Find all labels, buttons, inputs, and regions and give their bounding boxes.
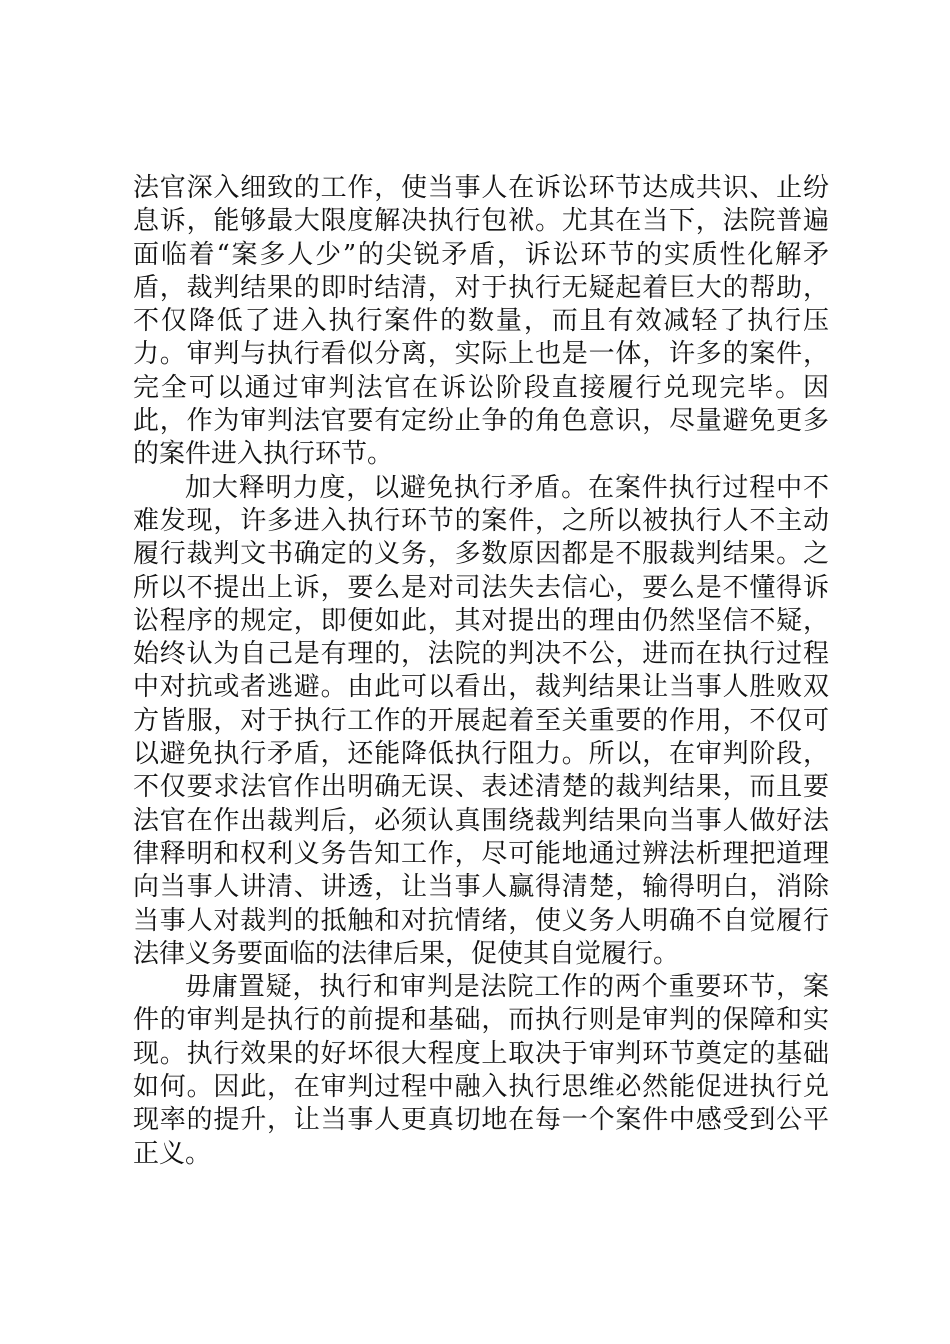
paragraph-continuation: 法官深入细致的工作，使当事人在诉讼环节达成共识、止纷息诉，能够最大限度解决执行包袱。尤其在当下，法院普遍面临着“案多人少”的尖锐矛盾，诉讼环节的实质性化解矛盾，裁判结果的即时结清，对于执行无疑起着巨大的帮助，不仅降低了进入执行案件的数量，而且有效减轻了执行压力。审判与执行看似分离，实际上也是一体，许多的案件，完全可以通过审判法官在诉讼阶段直接履行兑现完毕。因此，作为审判法官要有定纷止争的角色意识，尽量避免更多的案件进入执行环节。: [133, 173, 829, 470]
paragraph-clarification: 加大释明力度，以避免执行矛盾。在案件执行过程中不难发现，许多进入执行环节的案件，之所以被执行人不主动履行裁判文书确定的义务，多数原因都是不服裁判结果。之所以不提出上诉，要么是对司法失去信心，要么是不懂得诉讼程序的规定，即便如此，其对提出的理由仍然坚信不疑，始终认为自己是有理的，法院的判决不公，进而在执行过程中对抗或者逃避。由此可以看出，裁判结果让当事人胜败双方皆服，对于执行工作的开展起着至关重要的作用，不仅可以避免执行矛盾，还能降低执行阻力。所以，在审判阶段，不仅要求法官作出明确无误、表述清楚的裁判结果，而且要法官在作出裁判后，必须认真围绕裁判结果向当事人做好法律释明和权利义务告知工作，尽可能地通过辨法析理把道理向当事人讲清、讲透，让当事人赢得清楚，输得明白，消除当事人对裁判的抵触和对抗情绪，使义务人明确不自觉履行法律义务要面临的法律后果，促使其自觉履行。: [133, 472, 829, 969]
document-body: [133, 172, 829, 1171]
paragraph-conclusion: 毋庸置疑，执行和审判是法院工作的两个重要环节，案件的审判是执行的前提和基础，而执行则是审判的保障和实现。执行效果的好坏很大程度上取决于审判环节奠定的基础如何。因此，在审判过程中融入执行思维必然能促进执行兑现率的提升，让当事人更真切地在每一个案件中感受到公平正义。: [133, 972, 829, 1169]
